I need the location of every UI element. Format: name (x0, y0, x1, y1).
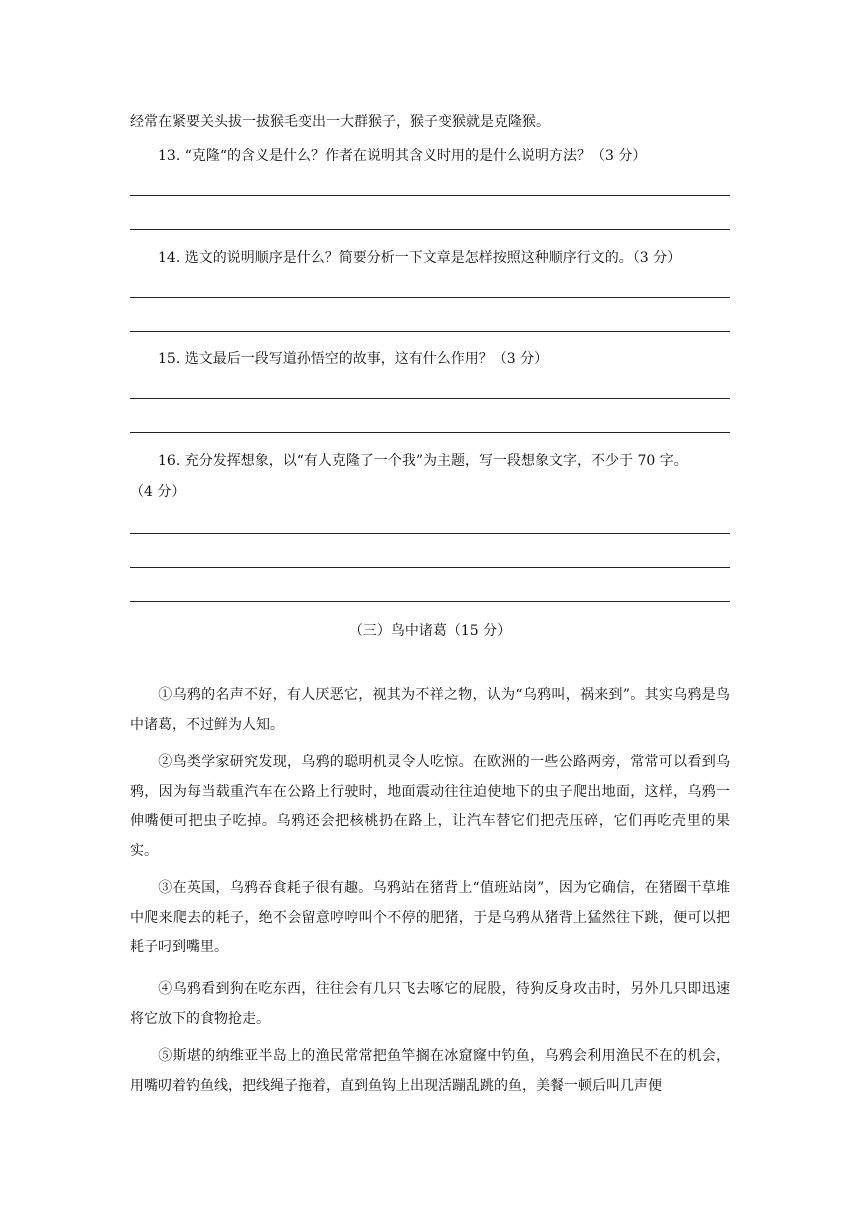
question-15: 15. 选文最后一段写道孙悟空的故事，这有什么作用？（3 分） (158, 351, 549, 367)
passage-paragraph (130, 681, 730, 740)
question-16-score: （4 分） (130, 484, 186, 500)
paragraph-text: ⑤斯堪的纳维亚半岛上的渔民常常把鱼竿搁在冰窟窿中钓鱼，乌鸦会利用渔民不在的机会，用嘴叨着钓鱼线，把线绳子拖着，直到鱼钩上出现活蹦乱跳的鱼，美餐一顿后叫几声便 (130, 1048, 730, 1094)
answer-line (130, 331, 730, 332)
paragraph-text: ②鸟类学家研究发现，乌鸦的聪明机灵令人吃惊。在欧洲的一些公路两旁，常常可以看到乌鸦，因为每当载重汽车在公路上行驶时，地面震动往往迫使地下的虫子爬出地面，这样，乌鸦一伸嘴便可把虫子吃掉。乌鸦还会把核桃扔在路上，让汽车替它们把壳压碎，它们再吃壳里的果实。 (130, 754, 730, 859)
answer-line (130, 195, 730, 196)
answer-line (130, 432, 730, 433)
answer-line (130, 533, 730, 534)
paragraph-text: ③在英国，乌鸦吞食耗子很有趣。乌鸦站在猪背上“值班站岗”，因为它确信，在猪圈干草堆中爬来爬去的耗子，绝不会留意哼哼叫个不停的肥猪，于是乌鸦从猪背上猛然往下跳，便可以把耗子叼到嘴里。 (130, 880, 730, 955)
passage-paragraph (130, 874, 730, 963)
passage-paragraph (130, 748, 730, 866)
answer-line (130, 398, 730, 399)
paragraph-text: ①乌鸦的名声不好，有人厌恶它，视其为不祥之物，认为“乌鸦叫，祸来到”。其实乌鸦是鸟中诸葛，不过鲜为人知。 (130, 687, 730, 733)
answer-line (130, 601, 730, 602)
lead-line: 经常在紧要关头拔一拔猴毛变出一大群猴子，猴子变猴就是克隆猴。 (130, 114, 550, 130)
question-13: 13. “克隆“的含义是什么？作者在说明其含义时用的是什么说明方法？（3 分） (158, 148, 647, 164)
question-14: 14. 选文的说明顺序是什么？简要分析一下文章是怎样按照这种顺序行文的。（3 分） (158, 250, 682, 266)
section-title: （三）鸟中诸葛（15 分） (348, 623, 512, 639)
paragraph-text: ④乌鸦看到狗在吃东西，往往会有几只飞去啄它的屁股，待狗反身攻击时，另外几只即迅速将它放下的食物抢走。 (130, 981, 730, 1027)
answer-line (130, 567, 730, 568)
answer-line (130, 229, 730, 230)
passage-paragraph (130, 1042, 730, 1101)
answer-line (130, 297, 730, 298)
question-16: 16. 充分发挥想象，以“有人克隆了一个我”为主题，写一段想象文字，不少于 70 字。 (158, 453, 688, 469)
passage-paragraph (130, 975, 730, 1034)
